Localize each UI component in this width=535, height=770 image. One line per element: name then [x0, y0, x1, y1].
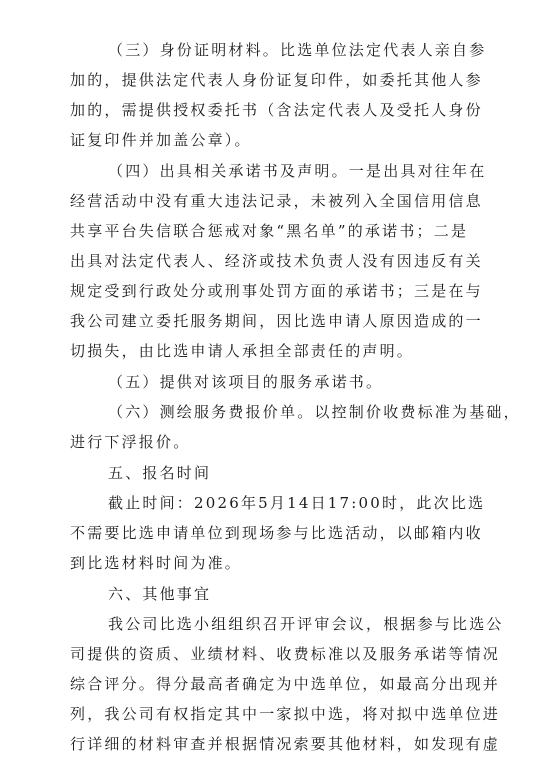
paragraph-line: 规定受到行政处分或刑事处罚方面的承诺书；三是在与 — [70, 282, 483, 300]
paragraph-line: （五）提供对该项目的服务承诺书。 — [108, 373, 384, 391]
paragraph-line: 证复印件并加盖公章）。 — [70, 131, 252, 149]
paragraph-line: 行详细的材料审查并根据情况索要其他材料，如发现有虚 — [70, 735, 501, 753]
paragraph-line: 经营活动中没有重大违法记录，未被列入全国信用信息 — [70, 192, 483, 210]
paragraph-line: 综合评分。得分最高者确定为中选单位，如最高分出现并 — [70, 675, 501, 693]
paragraph-line: 出具对法定代表人、经济或技术负责人没有因违反有关 — [70, 252, 483, 270]
paragraph-line: （六）测绘服务费报价单。以控制价收费标准为基础， — [108, 403, 521, 421]
paragraph-line: 切损失，由比选申请人承担全部责任的声明。 — [70, 342, 415, 360]
section-heading: 五、报名时间 — [108, 464, 212, 482]
paragraph-line: 我公司比选小组组织召开评审会议，根据参与比选公 — [108, 615, 504, 633]
paragraph-line: 进行下浮报价。 — [70, 433, 191, 451]
paragraph-line: 加的，需提供授权委托书（含法定代表人及受托人身份 — [70, 101, 483, 119]
paragraph-line: 我公司建立委托服务期间，因比选申请人原因造成的一 — [70, 312, 483, 330]
section-heading: 六、其他事宜 — [108, 585, 212, 603]
paragraph-line: 加的，提供法定代表人身份证复印件，如委托其他人参 — [70, 71, 483, 89]
paragraph-line: 司提供的资质、业绩材料、收费标准以及服务承诺等情况 — [70, 645, 501, 663]
paragraph-line: 截止时间：2026年5月14日17:00时，此次比选 — [108, 494, 486, 512]
paragraph-line: 不需要比选申请单位到现场参与比选活动，以邮箱内收 — [70, 524, 483, 542]
paragraph-line: 共享平台失信联合惩戒对象“黑名单”的承诺书；二是 — [70, 222, 469, 240]
paragraph-line: 列，我公司有权指定其中一家拟中选，将对拟中选单位进 — [70, 705, 501, 723]
paragraph-line: 到比选材料时间为准。 — [70, 554, 243, 572]
paragraph-line: （四）出具相关承诺书及声明。一是出具对往年在 — [108, 162, 487, 180]
paragraph-line: （三）身份证明材料。比选单位法定代表人亲自参 — [108, 41, 487, 59]
